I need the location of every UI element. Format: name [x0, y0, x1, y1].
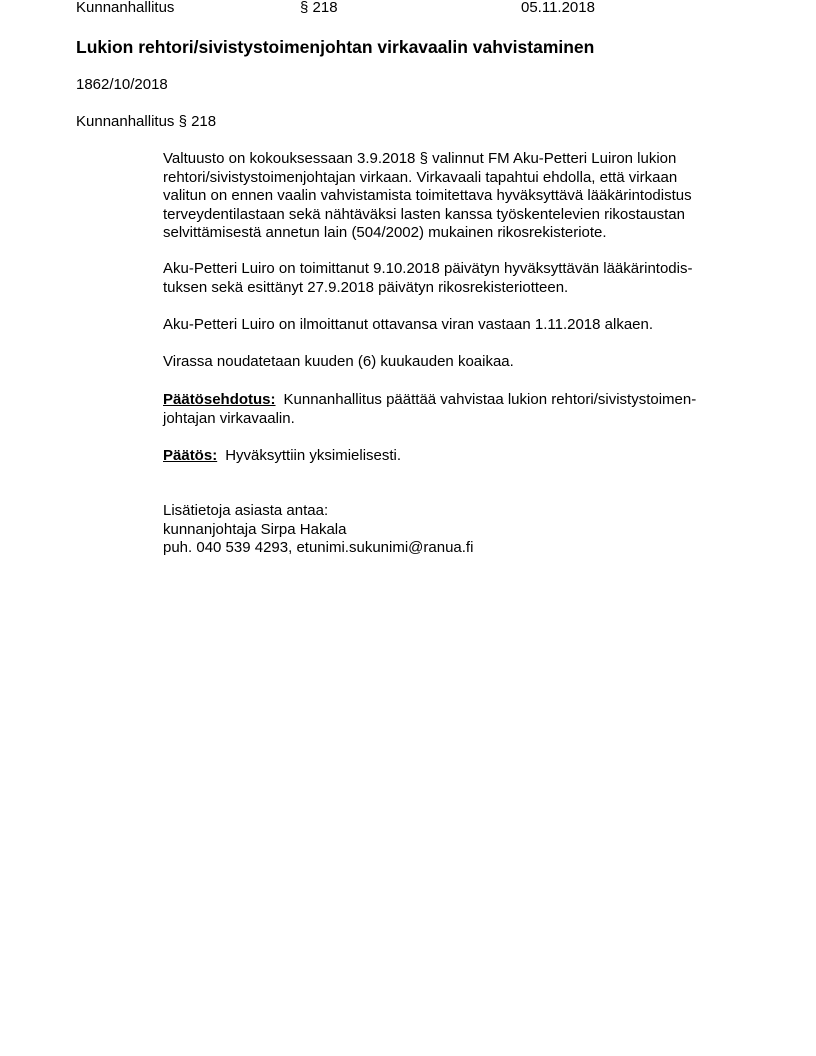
decision-label: Päätös:	[163, 447, 218, 464]
paragraph-4: Virassa noudatetaan kuuden (6) kuukauden koaikaa.	[163, 353, 514, 370]
paragraph-3: Aku-Petteri Luiro on ilmoittanut ottavansa viran vastaan 1.11.2018 alkaen.	[163, 316, 654, 333]
contact-line: Lisätietoja asiasta antaa:	[163, 502, 329, 519]
contact-line: puh. 040 539 4293, etunimi.sukunimi@ranua.fi	[163, 539, 474, 557]
text-line: Valtuusto on kokouksessaan 3.9.2018 § valinnut FM Aku-Petteri Luiron lukion	[163, 150, 677, 167]
proposal	[163, 391, 696, 428]
paragraph-2	[163, 260, 692, 297]
decision	[163, 447, 401, 466]
diary-number: 1862/10/2018	[76, 76, 168, 93]
contact-info	[163, 502, 473, 558]
text-line: Aku-Petteri Luiro on toimittanut 9.10.2018 päivätyn hyväksyttävän lääkärintodis-	[163, 260, 693, 277]
decision-text: Hyväksyttiin yksimielisesti.	[225, 447, 402, 464]
header-body: Kunnanhallitus	[76, 0, 175, 16]
page-title: Lukion rehtori/sivistystoimenjohtan virkavaalin vahvistaminen	[76, 37, 595, 57]
proposal-label: Päätösehdotus:	[163, 391, 276, 408]
proposal-text: Kunnanhallitus päättää vahvistaa lukion rehtori/sivistystoimen-	[283, 391, 697, 408]
text-line: valitun on ennen vaalin vahvistamista toimitettava hyväksyttävä lääkärintodistus	[163, 187, 692, 205]
text-line: tuksen sekä esittänyt 27.9.2018 päivätyn rikosrekisteriotteen.	[163, 278, 569, 296]
text-line: terveydentilastaan sekä nähtäväksi lasten kanssa työskentelevien rikostaustan	[163, 205, 685, 223]
paragraph-1	[163, 150, 692, 243]
contact-line: kunnanjohtaja Sirpa Hakala	[163, 520, 347, 538]
text-line: rehtori/sivistystoimenjohtajan virkaan. Virkavaali tapahtui ehdolla, että virkaan	[163, 168, 678, 186]
header-date: 05.11.2018	[521, 0, 595, 16]
section-heading: Kunnanhallitus § 218	[76, 113, 217, 130]
proposal-text: johtajan virkavaalin.	[163, 409, 295, 427]
header-section: § 218	[300, 0, 338, 16]
text-line: selvittämisestä annetun lain (504/2002) mukainen rikosrekisteriote.	[163, 224, 607, 242]
